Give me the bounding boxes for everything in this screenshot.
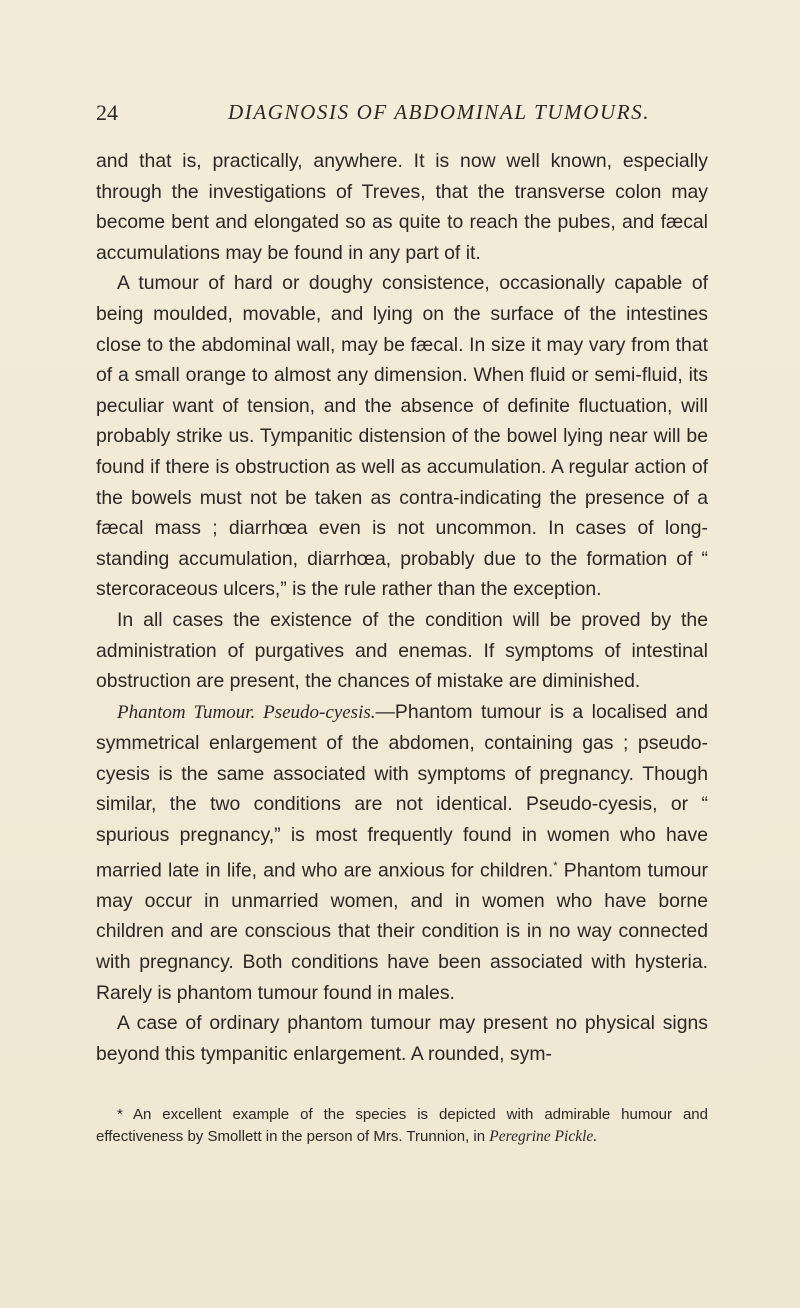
paragraph-purgatives: In all cases the existence of the condition will be proved by the administration of purgatives and enemas. If symptoms of intestinal obstruction are present, the chances of mistake are diminished. [96, 608, 708, 693]
page-number: 24 [96, 100, 118, 125]
footnote-body: * An excellent example of the species is depicted with admirable humour and effectiveness by Smollett in the person of Mrs. Trunnion, in [96, 1106, 708, 1145]
running-title: DIAGNOSIS OF ABDOMINAL TUMOURS. [228, 100, 651, 124]
footnote-book-title: Peregrine Pickle. [489, 1127, 598, 1145]
paragraph-text-continued: Phantom tumour may occur in unmarried women, and in women who have borne children and are conscious that their condition is in no way connected with pregnancy. Both conditions have been associated with hysteria. Rarely is phantom tumour found in males. [96, 859, 708, 1004]
paragraph-faecal-tumour: A tumour of hard or doughy consistence, occasionally capable of being moulded, movable, and lying on the surface of the intestines close to the abdominal wall, may be fæcal. In size it may vary from that of a small orange to almost any dimension. When fluid or semi-fluid, its peculiar want of tension, and the absence of definite fluctuation, will probably strike us. Tympanitic distension of the bowel lying near will be found if there is obstruction as well as accumulation. A regular action of the bowels must not be taken as contra-indicating the presence of a fæcal mass ; diarrhœa even is not uncommon. In cases of longstanding accumulation, diarrhœa, probably due to the formation of “ stercoraceous ulcers,” is the rule rather than the exception. [96, 272, 708, 601]
page-header [0, 100, 800, 130]
footnote [96, 1104, 708, 1147]
footnote-mark: * [553, 859, 558, 872]
body-text [96, 146, 708, 1069]
paragraph-continuation: and that is, practically, anywhere. It is now well known, especially through the investigations of Treves, that the transverse colon may become bent and elongated so as quite to reach the pubes, and fæcal accumulations may be found in any part of it. [96, 150, 708, 264]
paragraph-physical-signs: A case of ordinary phantom tumour may present no physical signs beyond this tympanitic enlargement. A rounded, sym- [96, 1012, 708, 1065]
section-heading: Phantom Tumour. Pseudo-cyesis. [117, 701, 376, 723]
footnote-text [96, 1104, 708, 1147]
paragraph-phantom-tumour [96, 697, 708, 1008]
paragraph-text: —Phantom tumour is a localised and symmetrical enlargement of the abdomen, containing gas ; pseudo-cyesis is the same associated with symptoms of pregnancy. Though similar, the two conditions are not identical. Pseudo-cyesis, or “ spurious pregnancy,” is most frequently found in women who have married late in life, and who are anxious for children. [96, 700, 708, 882]
